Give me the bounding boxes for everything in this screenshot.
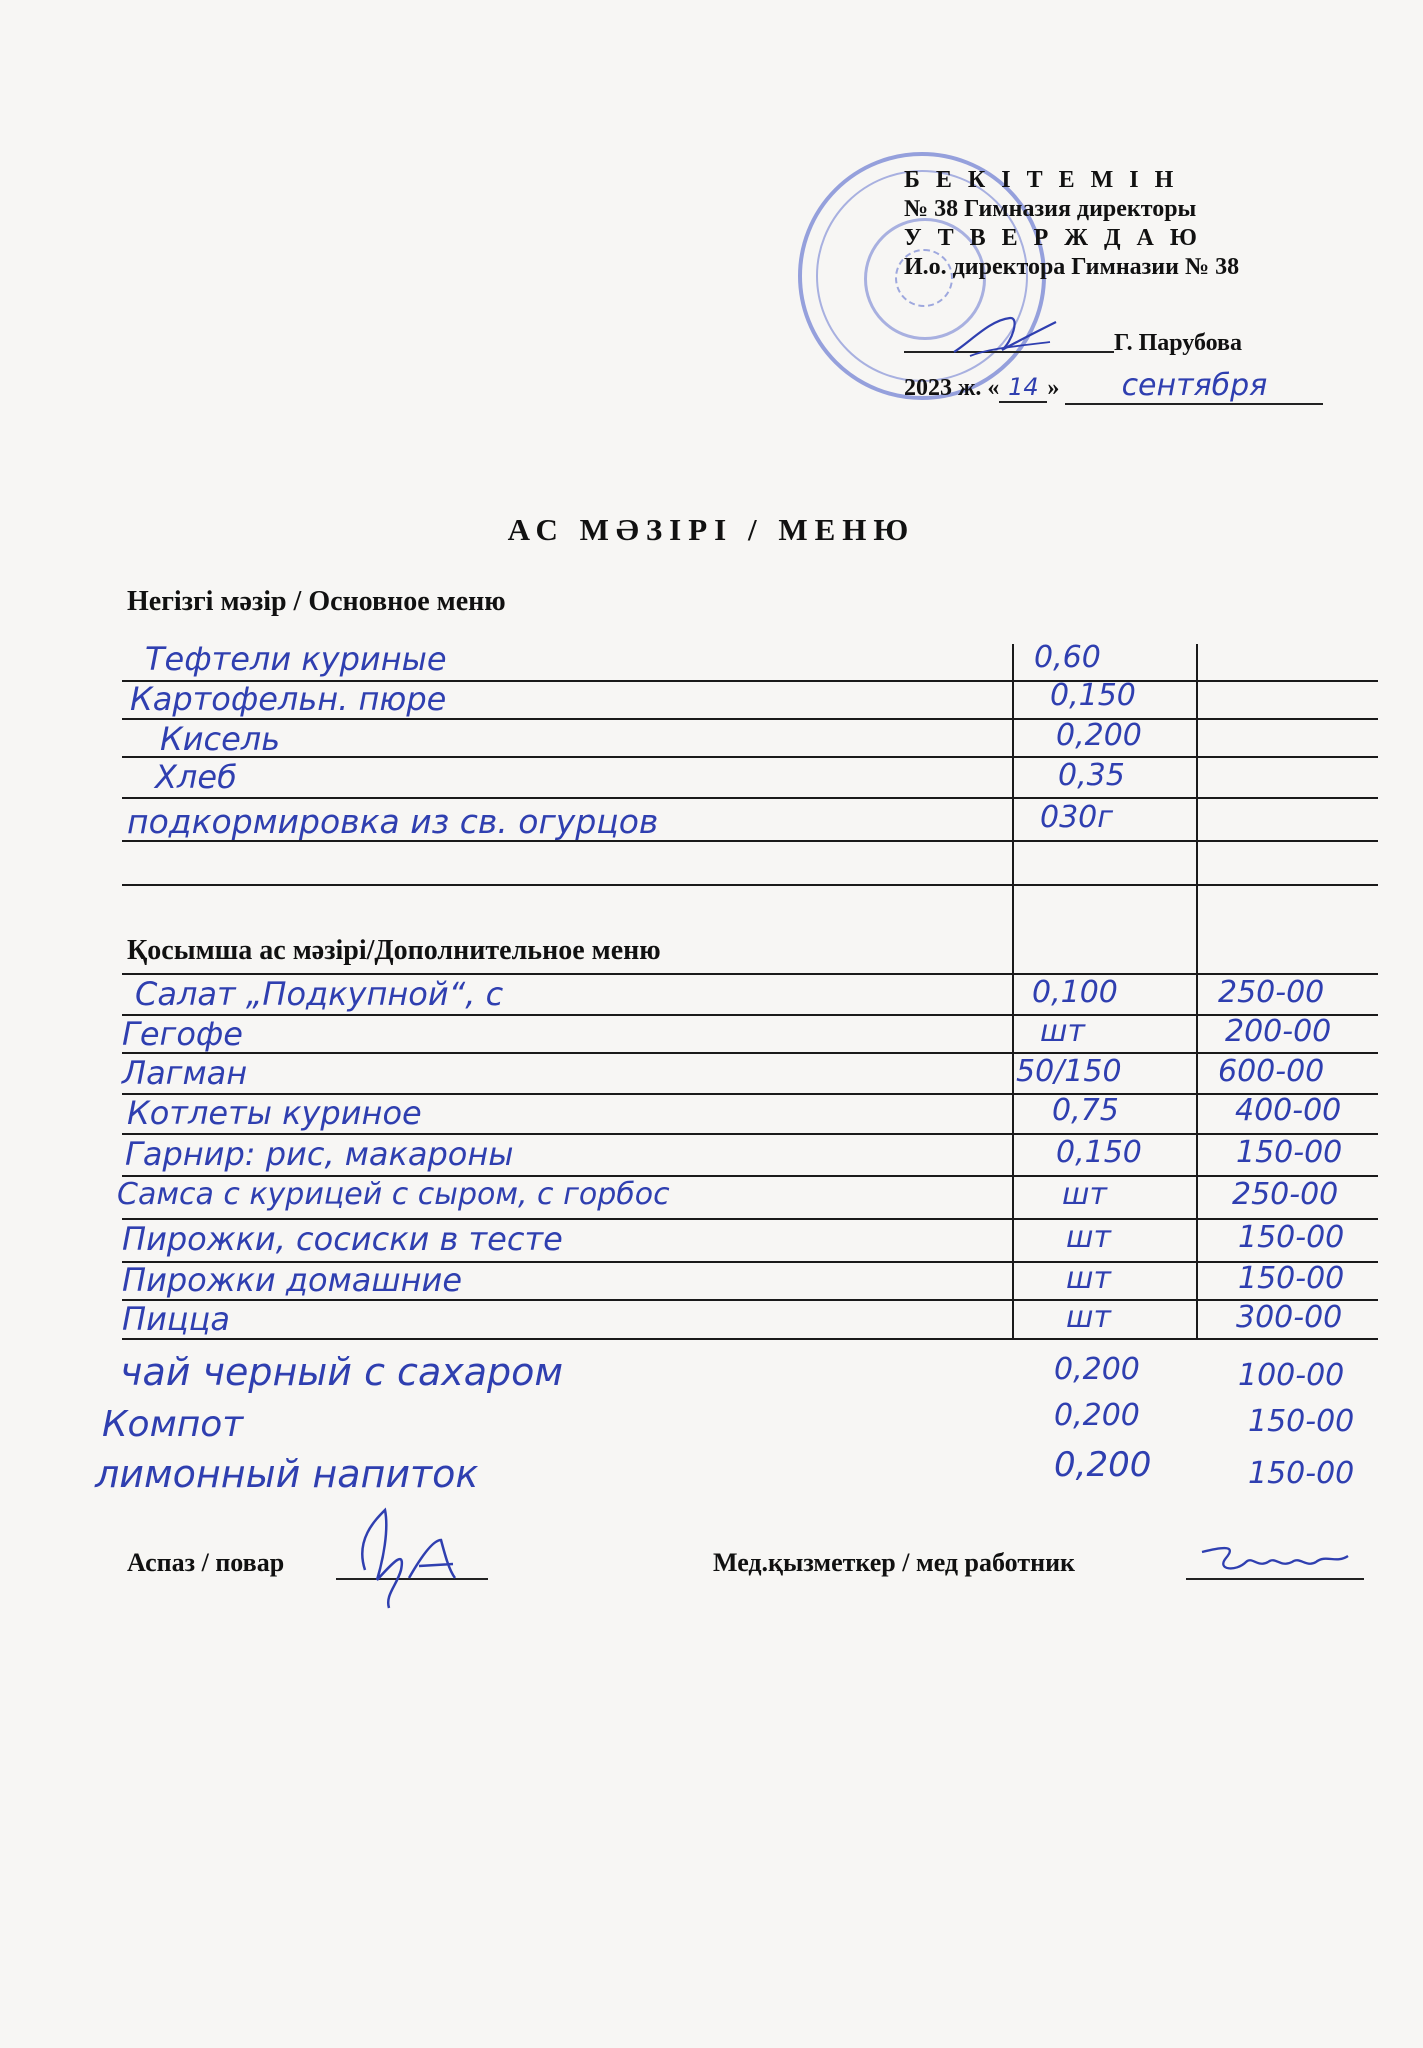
extra-item-name: Пирожки, сосиски в тесте <box>122 1220 563 1258</box>
extra-item-amount: шт <box>1066 1300 1111 1335</box>
column-divider <box>1012 644 1014 1338</box>
main-item-name: подкормировка из св. огурцов <box>127 802 659 841</box>
director-signature <box>950 312 1060 360</box>
cook-signature <box>345 1500 485 1610</box>
table-line <box>122 1299 1378 1301</box>
extra-item-price: 100-00 <box>1238 1358 1345 1393</box>
extra-item-price: 250-00 <box>1218 975 1325 1010</box>
page-title: АС МӘЗІРІ / МЕНЮ <box>507 512 916 547</box>
main-item-amount: 0,200 <box>1056 718 1142 753</box>
approval-block <box>904 166 1239 282</box>
main-item-name: Картофельн. пюре <box>130 680 447 718</box>
table-line <box>122 1052 1378 1054</box>
extra-item-price: 150-00 <box>1248 1404 1355 1439</box>
extra-item-name: Самса с курицей с сыром, с горбос <box>117 1177 670 1212</box>
main-item-name: Кисель <box>160 720 281 758</box>
approval-position-ru: И.о. директора Гимназии № 38 <box>904 254 1240 280</box>
date-month: сентября <box>1065 368 1323 405</box>
extra-item-price: 600-00 <box>1218 1054 1325 1089</box>
main-item-amount: 030г <box>1040 800 1114 835</box>
extra-item-amount: шт <box>1062 1177 1107 1212</box>
table-line <box>122 1014 1378 1016</box>
approval-position-kz: № 38 Гимназия директоры <box>904 196 1197 222</box>
date-prefix: 2023 ж. « <box>904 375 1000 401</box>
extra-item-amount: 0,200 <box>1054 1352 1140 1387</box>
approval-line-kz: Б Е К І Т Е М І Н <box>904 167 1179 193</box>
table-line <box>122 1338 1378 1340</box>
extra-item-amount: 0,150 <box>1056 1135 1142 1170</box>
extra-item-name: Пирожки домашние <box>122 1261 463 1299</box>
date-day: 14 <box>999 373 1047 403</box>
main-item-amount: 0,60 <box>1034 640 1101 675</box>
extra-item-amount: 0,200 <box>1054 1445 1152 1485</box>
extra-item-amount: 0,200 <box>1054 1398 1140 1433</box>
main-item-amount: 0,150 <box>1050 678 1136 713</box>
extra-item-price: 150-00 <box>1236 1135 1343 1170</box>
extra-item-price: 150-00 <box>1248 1456 1355 1491</box>
extra-item-name: Пицца <box>122 1300 231 1338</box>
table-line <box>122 756 1378 758</box>
extra-item-amount: шт <box>1066 1261 1111 1296</box>
medic-label: Мед.қызметкер / мед работник <box>713 1548 1076 1577</box>
extra-item-price: 300-00 <box>1236 1300 1343 1335</box>
approval-date <box>904 368 1323 405</box>
extra-item-amount: 0,100 <box>1032 975 1118 1010</box>
main-item-name: Тефтели куриные <box>145 640 447 678</box>
extra-item-amount: шт <box>1066 1220 1111 1255</box>
extra-menu-heading: Қосымша ас мәзірі/Дополнительное меню <box>127 935 661 966</box>
extra-item-price: 400-00 <box>1235 1093 1342 1128</box>
extra-item-amount: шт <box>1040 1014 1085 1049</box>
date-suffix: » <box>1047 375 1060 401</box>
extra-item-amount: 0,75 <box>1052 1093 1119 1128</box>
medic-signature <box>1196 1538 1356 1584</box>
director-name: Г. Парубова <box>1114 330 1242 356</box>
extra-item-name: Гарнир: рис, макароны <box>125 1135 514 1173</box>
extra-item-name: лимонный напиток <box>95 1452 479 1496</box>
extra-item-name: Гегофе <box>122 1015 243 1053</box>
cook-label: Аспаз / повар <box>127 1548 285 1577</box>
main-menu-heading: Негізгі мәзір / Основное меню <box>127 586 506 617</box>
table-line <box>122 884 1378 886</box>
main-item-amount: 0,35 <box>1058 758 1125 793</box>
extra-item-name: Котлеты куриное <box>127 1094 422 1132</box>
main-item-name: Хлеб <box>155 758 237 796</box>
extra-item-amount: 50/150 <box>1016 1054 1122 1089</box>
table-line <box>122 718 1378 720</box>
extra-item-price: 250-00 <box>1232 1177 1339 1212</box>
extra-item-name: Салат „Подкупной“, с <box>135 975 504 1013</box>
extra-item-name: Лагман <box>122 1054 248 1092</box>
approval-line-ru: У Т В Е Р Ж Д А Ю <box>904 225 1202 251</box>
extra-item-price: 150-00 <box>1238 1261 1345 1296</box>
extra-item-name: чай черный с сахаром <box>120 1350 564 1394</box>
table-line <box>122 797 1378 799</box>
extra-item-name: Компот <box>102 1404 244 1445</box>
extra-item-price: 150-00 <box>1238 1220 1345 1255</box>
column-divider <box>1196 644 1198 1338</box>
extra-item-price: 200-00 <box>1225 1014 1332 1049</box>
